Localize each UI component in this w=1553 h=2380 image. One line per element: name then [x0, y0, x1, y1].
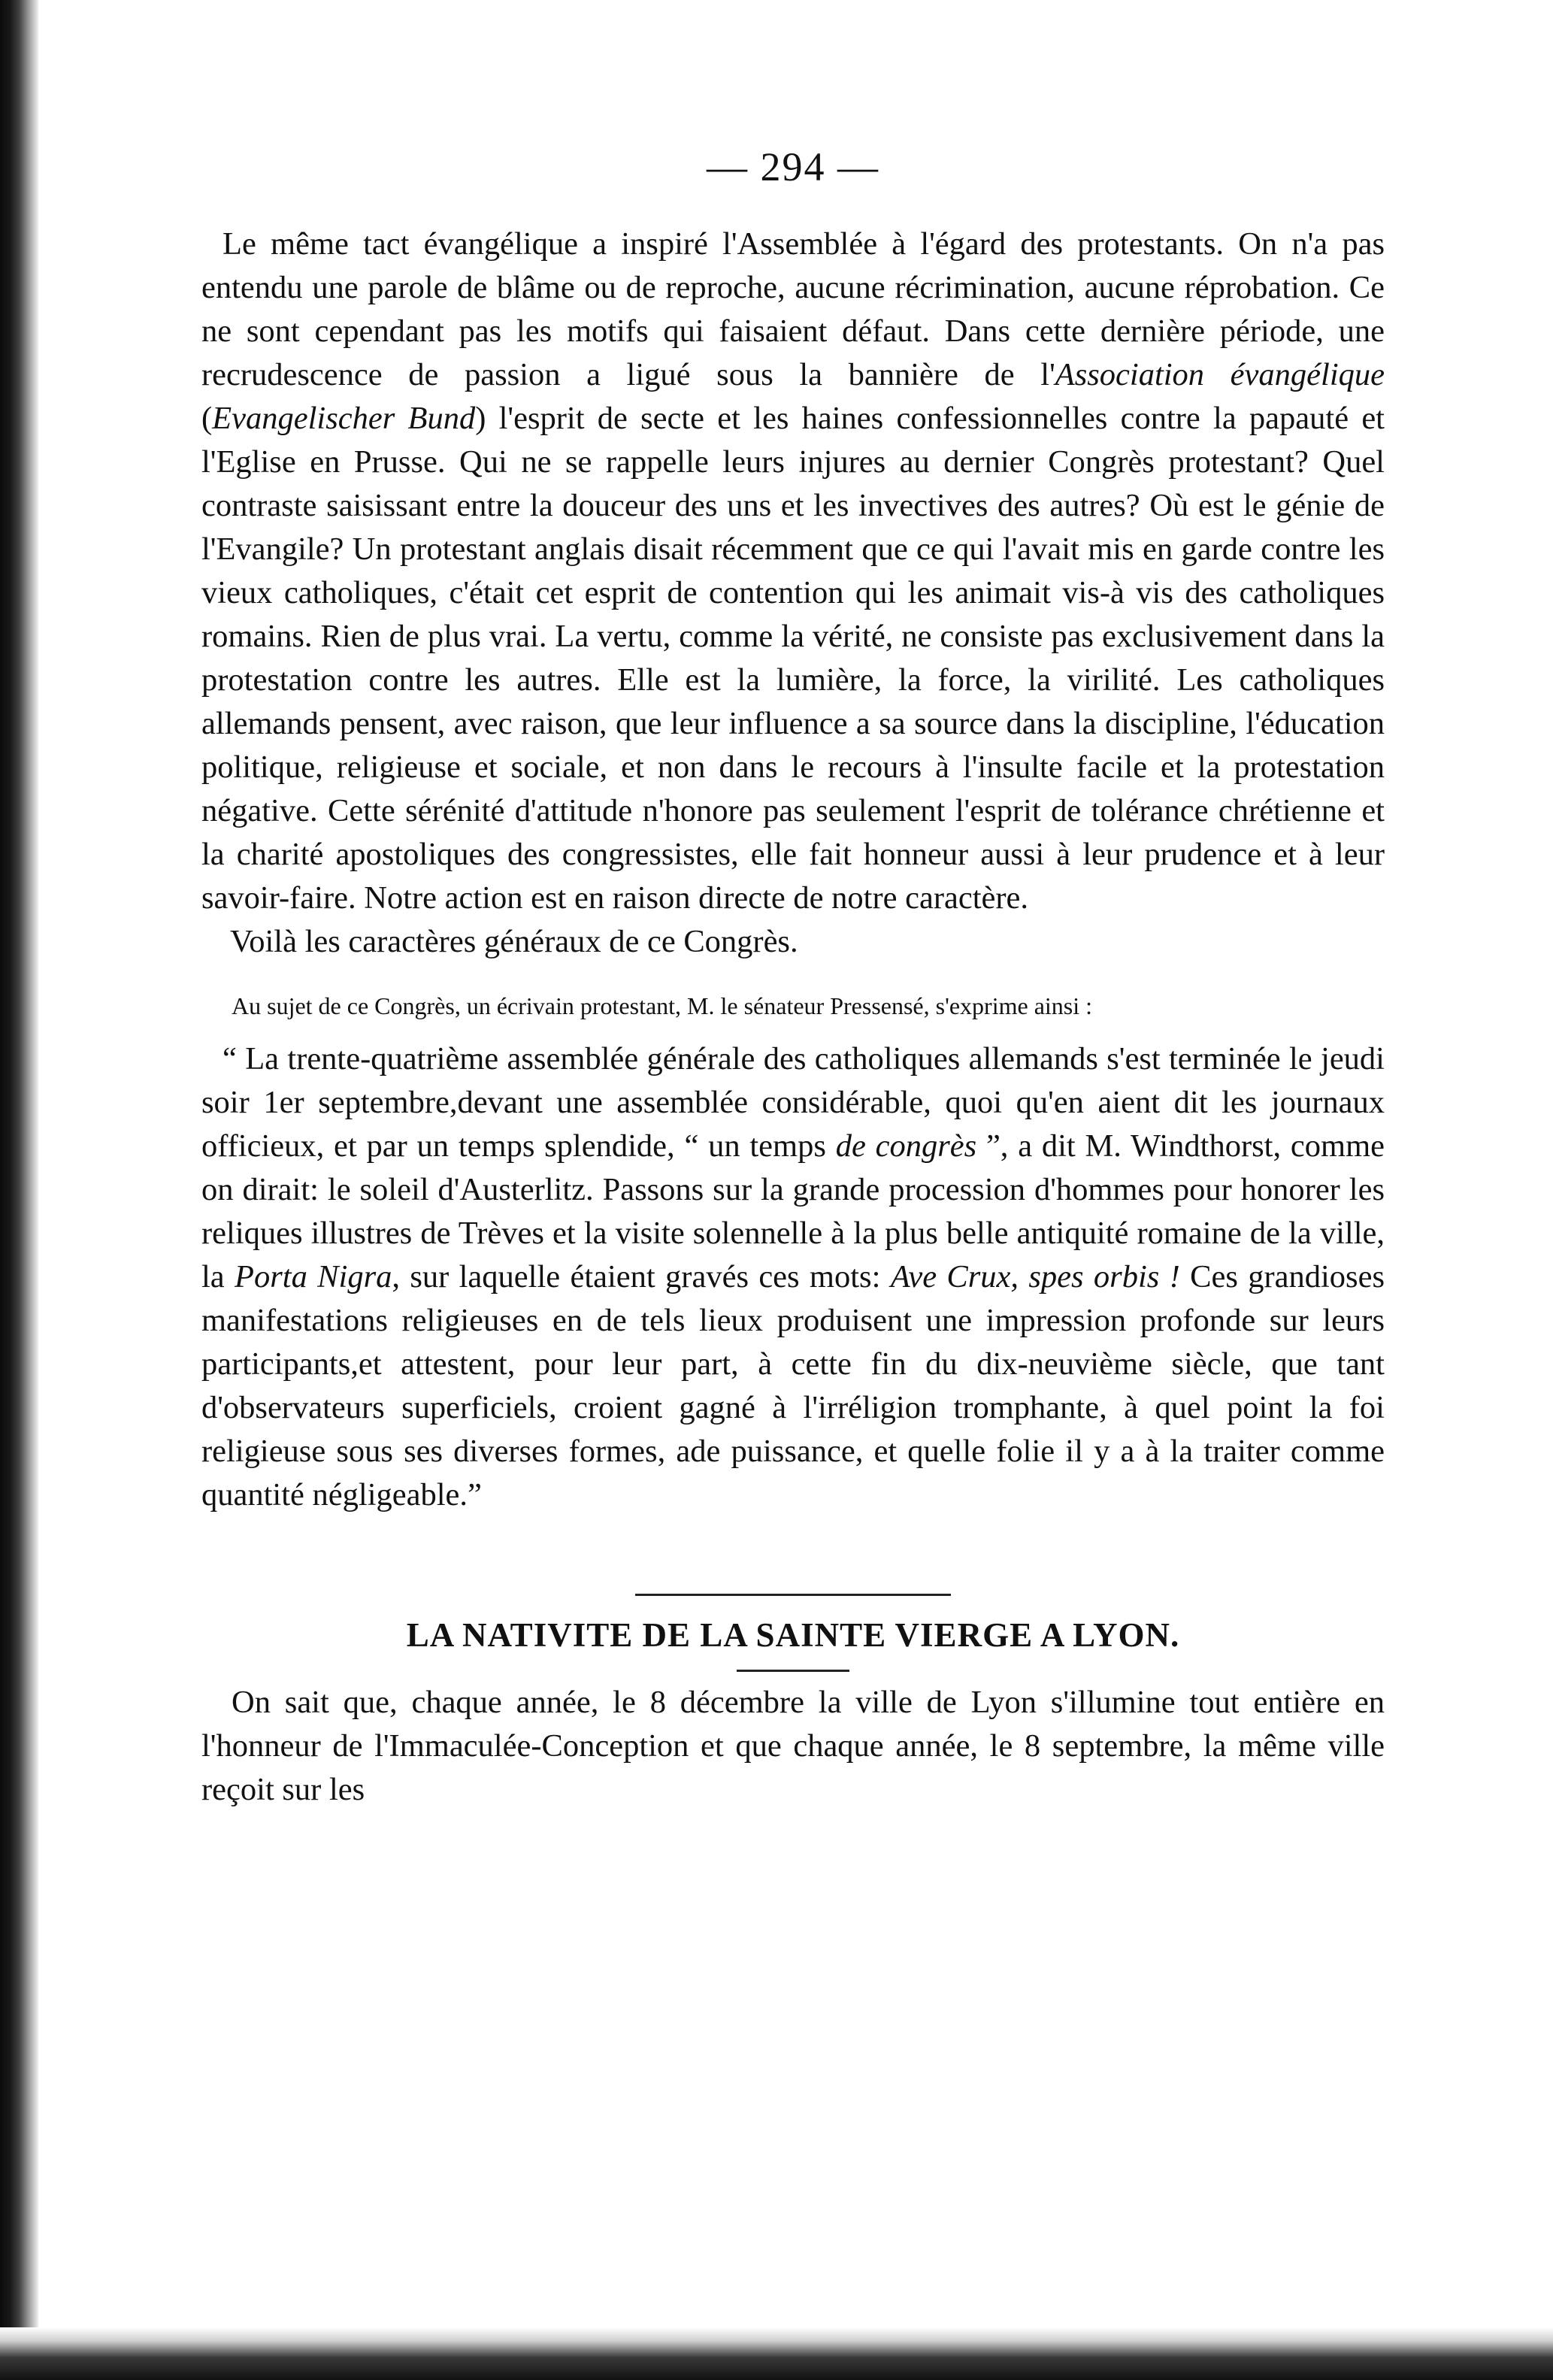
association-name: Association évangélique	[1055, 357, 1385, 392]
quote-intro: Au sujet de ce Congrès, un écrivain protestant, M. le sénateur Pressensé, s'exprime ainsi :	[232, 992, 1093, 1019]
book-page	[201, 143, 1385, 1812]
quote-italic-congres: de congrès	[835, 1128, 977, 1164]
quote-part-a: “ La trente-quatrième assemblée générale des catholiques allemands s'est terminée le jeudi soir 1er septembre,devant une assemblée considérable, quoi qu'en aient dit les journaux officieux, et par un temps splendide, “ un temps	[201, 1041, 1385, 1164]
paragraph-1-part-b: (	[201, 401, 213, 436]
paragraph-2: Voilà les caractères généraux de ce Congrès.	[230, 924, 798, 959]
quote-italic-porta-nigra: Porta Nigra	[235, 1259, 392, 1294]
main-text	[201, 223, 1385, 964]
association-german-name: Evangelischer Bund	[212, 401, 476, 436]
quote-part-b: ”, a dit M. Windthorst, comme on dirait: le soleil d'Austerlitz. Passons sur la grande procession d'hommes pour honorer les reliques illustres de Trèves et la visite solennelle à la plus belle antiquité romaine de la ville, la	[201, 1128, 1385, 1294]
quote-part-c: , sur laquelle étaient gravés ces mots:	[392, 1259, 891, 1294]
paragraph-1	[201, 223, 1385, 920]
section-divider	[635, 1594, 951, 1596]
title-underline	[737, 1670, 849, 1672]
quote-italic-ave-crux: Ave Crux, spes orbis !	[890, 1259, 1180, 1294]
quotation	[201, 1037, 1385, 1517]
binding-shadow	[0, 0, 39, 2380]
section-title: LA NATIVITE DE LA SAINTE VIERGE A LYON.	[406, 1616, 1180, 1654]
quote-part-d: Ces grandioses manifestations religieuses en de tels lieux produisent une impression profonde sur leurs participants,et attestent, pour leur part, à cette fin du dix-neuvième siècle, que tant d'observateurs superficiels, croient gagné à l'irréligion tromphante, à quel point la foi religieuse sous ses diverses formes, ade puissance, et quelle folie il y a à la traiter comme quantité négligeable.”	[201, 1259, 1385, 1512]
paragraph-1-part-a: Le même tact évangélique a inspiré l'Assemblée à l'égard des protestants. On n'a pas entendu une parole de blâme ou de reproche, aucune récrimination, aucune réprobation. Ce ne sont cependant pas les motifs qui faisaient défaut. Dans cette dernière période, une recrudescence de passion a ligué sous la bannière de l'	[201, 226, 1385, 392]
page-number: — 294 —	[707, 144, 879, 189]
paragraph-1-part-c: ) l'esprit de secte et les haines confessionnelles contre la papauté et l'Eglise en Prusse. Qui ne se rappelle leurs injures au dernier Congrès protestant? Quel contraste saisissant entre la douceur des uns et les invectives des autres? Où est le génie de l'Evangile? Un protestant anglais disait récemment que ce qui l'avait mis en garde contre les vieux catholiques, c'était cet esprit de contention qui les animait vis-à vis des catholiques romains. Rien de plus vrai. La vertu, comme la vérité, ne consiste pas exclusivement dans la protestation contre les autres. Elle est la lumière, la force, la virilité. Les catholiques allemands pensent, avec raison, que leur influence a sa source dans la discipline, l'éducation politique, religieuse et sociale, et non dans le recours à l'insulte facile et la protestation négative. Cette sérénité d'attitude n'honore pas seulement l'esprit de tolérance chrétienne et la charité apostoliques des congressistes, elle fait honneur aussi à leur prudence et à leur savoir-faire. Notre action est en raison directe de notre caractère.	[201, 401, 1385, 916]
section-paragraph: On sait que, chaque année, le 8 décembre la ville de Lyon s'illumine tout entière en l'honneur de l'Immaculée-Conception et que chaque année, le 8 septembre, la même ville reçoit sur les	[201, 1685, 1385, 1807]
page-bottom-shadow	[0, 2327, 1553, 2380]
